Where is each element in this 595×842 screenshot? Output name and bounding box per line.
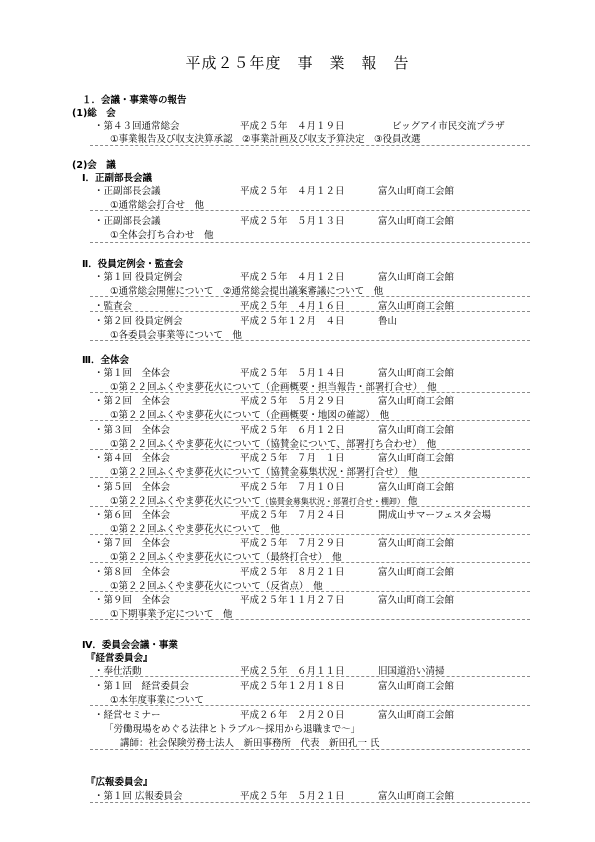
entry-date: 平成２５年 ８月２１日 (240, 567, 345, 578)
entry-note (110, 578, 323, 592)
entry-name: ・第５回 全体会 (94, 482, 171, 493)
entry-name: ・第４３回通常総会 (94, 121, 180, 132)
entry-note: ①通常総会打合せ 他 (110, 200, 205, 211)
entry-note: ①全体会打ち合わせ 他 (110, 230, 214, 241)
entry-place: 開成山サマーフェスタ会場 (378, 510, 492, 521)
entry-date: 平成２５年 ４月１２日 (240, 272, 345, 283)
entry-note-main: ①第２２回ふくやま夢花火について（協賛金募集状況・部署打合せ） 他 (110, 467, 418, 478)
entry-date: 平成２５年 ５月１３日 (240, 216, 345, 227)
entry-date: 平成２５年 ６月１１日 (240, 666, 345, 677)
divider (90, 562, 530, 563)
divider (90, 296, 530, 297)
entry-name: ・第９回 全体会 (94, 595, 171, 606)
entry-name: ・正副部長会議 (94, 186, 161, 197)
entry-name: ・第１回 経営委員会 (94, 681, 190, 692)
entry-date: 平成２５年 ７月２４日 (240, 510, 345, 521)
entry-note (110, 407, 389, 421)
divider (90, 619, 530, 620)
entry-note: ①事業報告及び収支決算承認 ②事業計画及び収支予算決定 ③役員改選 (110, 134, 421, 145)
entry-name: ・第６回 全体会 (94, 510, 171, 521)
heading-vice-chief-meeting: Ⅰ．正副部長会議 (82, 173, 153, 184)
entry-note-main: ①第２２回ふくやま夢花火について（反省点） 他 (110, 581, 323, 592)
entry-place: 富久山町商工会館 (378, 301, 455, 312)
heading-committees: Ⅳ．委員会会議・事業 (82, 640, 178, 651)
divider (90, 802, 530, 803)
entry-name: ・第８回 全体会 (94, 567, 171, 578)
divider (90, 477, 530, 478)
entry-note (110, 493, 417, 507)
entry-note (110, 436, 436, 450)
entry-name: ・第４回 全体会 (94, 453, 171, 464)
entry-date: 平成２５年 ４月１６日 (240, 301, 345, 312)
entry-name: ・第１回 役員定例会 (94, 272, 183, 283)
entry-name: ・奉仕活動 (94, 666, 142, 677)
entry-note: ①各委員会事業等について 他 (110, 330, 242, 341)
entry-name: ・第１回 広報委員会 (94, 791, 183, 802)
entry-name: ・第１回 全体会 (94, 368, 171, 379)
divider (90, 340, 530, 341)
entry-note (110, 521, 280, 535)
entry-name: ・第２回 役員定例会 (94, 316, 183, 327)
entry-date: 平成２６年 ２月２０日 (240, 710, 345, 721)
entry-place: 富久山町商工会館 (378, 453, 455, 464)
entry-place: 富久山町商工会館 (378, 710, 455, 721)
entry-name: ・監査会 (94, 301, 133, 312)
entry-place: ビッグアイ市民交流プラザ (392, 121, 505, 132)
entry-name: ・第３回 全体会 (94, 425, 171, 436)
entry-date: 平成２５年 ７月１０日 (240, 482, 345, 493)
entry-date: 平成２５年１２月 ４日 (240, 316, 345, 327)
entry-date: 平成２５年 ５月１４日 (240, 368, 345, 379)
entry-date: 平成２５年 ７月 １日 (240, 453, 345, 464)
entry-note-main: ①第２２回ふくやま夢花火について 他 (110, 524, 280, 535)
heading-officer-meeting: Ⅱ．役員定例会・監査会 (82, 259, 184, 270)
entry-date: 平成２５年 ４月１９日 (240, 121, 345, 132)
entry-note: ①通常総会開催について ②通常総会提出議案審議について 他 (110, 286, 384, 297)
page-title: 平成２５年度 事 業 報 告 (185, 54, 410, 72)
committee-title-pr: 『広報委員会』 (86, 777, 153, 788)
entry-note (110, 606, 232, 620)
entry-note-tail: 他 (407, 496, 418, 507)
entry-place: 富久山町商工会館 (378, 595, 455, 606)
entry-lecturer: 講師：社会保険労務士法人 新田事務所 代表 新田孔一 氏 (120, 738, 380, 749)
entry-name: ・第２回 全体会 (94, 396, 171, 407)
entry-place: 富久山町商工会館 (378, 482, 455, 493)
entry-note-main: ①第２２回ふくやま夢花火について（最終打合せ） 他 (110, 552, 342, 563)
entry-note: 「労働現場をめぐる法律とトラブル～採用から退職まで～」 (104, 724, 361, 735)
entry-note-main: ①第２２回ふくやま夢花火について（企画概要・地図の確認） 他 (110, 410, 390, 421)
entry-place: 富久山町商工会館 (378, 791, 455, 802)
entry-place: 富久山町商工会館 (378, 272, 455, 283)
entry-note (110, 549, 342, 563)
subheading-meetings: (2)会 議 (72, 160, 116, 171)
entry-note (110, 464, 418, 478)
divider (90, 749, 530, 750)
committee-title-management: 『経営委員会』 (86, 653, 153, 664)
entry-place: 富久山町商工会館 (378, 186, 455, 197)
entry-place: 旧国道沿い清掃 (378, 666, 445, 677)
entry-note-detail: （協賛金募集状況・部署打合せ・棚卸） (260, 497, 405, 506)
entry-date: 平成２５年 ５月２１日 (240, 791, 345, 802)
entry-place: 富久山町商工会館 (378, 396, 455, 407)
entry-place: 鲁山 (378, 316, 398, 327)
entry-place: 富久山町商工会館 (378, 368, 455, 379)
entry-place: 富久山町商工会館 (378, 538, 455, 549)
subheading-general-meeting: (1)総 会 (72, 108, 116, 119)
entry-note: ①本年度事業について (110, 695, 204, 706)
entry-note-main: ①第２２回ふくやま夢花火について（協賛金について、部署打ち合わせ） 他 (110, 439, 437, 450)
entry-place: 富久山町商工会館 (378, 216, 455, 227)
entry-date: 平成２５年１２月１８日 (240, 681, 345, 692)
heading-plenary: Ⅲ．全体会 (82, 355, 129, 366)
entry-place: 富久山町商工会館 (378, 681, 455, 692)
entry-date: 平成２５年 ７月２９日 (240, 538, 345, 549)
divider (90, 210, 530, 211)
entry-name: ・第７回 全体会 (94, 538, 171, 549)
divider (90, 145, 530, 146)
entry-place: 富久山町商工会館 (378, 567, 455, 578)
entry-note-main: ①第２２回ふくやま夢花火について (110, 496, 261, 507)
entry-name: ・経営セミナー (94, 710, 161, 721)
entry-note-main: ①第２２回ふくやま夢花火について（企画概要・担当報告・部署打合せ） 他 (110, 382, 437, 393)
entry-date: 平成２５年 ４月１２日 (240, 186, 345, 197)
divider (90, 311, 530, 312)
entry-date: 平成２５年１１月２７日 (240, 595, 345, 606)
entry-date: 平成２５年 ６月１２日 (240, 425, 345, 436)
entry-place: 富久山町商工会館 (378, 425, 455, 436)
section-heading-meetings: １．会議・事業等の報告 (82, 95, 187, 106)
divider (90, 420, 530, 421)
divider (90, 705, 530, 706)
divider (90, 676, 530, 677)
entry-note (110, 379, 437, 393)
entry-name: ・正副部長会議 (94, 216, 161, 227)
entry-date: 平成２５年 ５月２９日 (240, 396, 345, 407)
entry-note-main: ①下期事業予定について 他 (110, 609, 233, 620)
divider (90, 242, 530, 243)
